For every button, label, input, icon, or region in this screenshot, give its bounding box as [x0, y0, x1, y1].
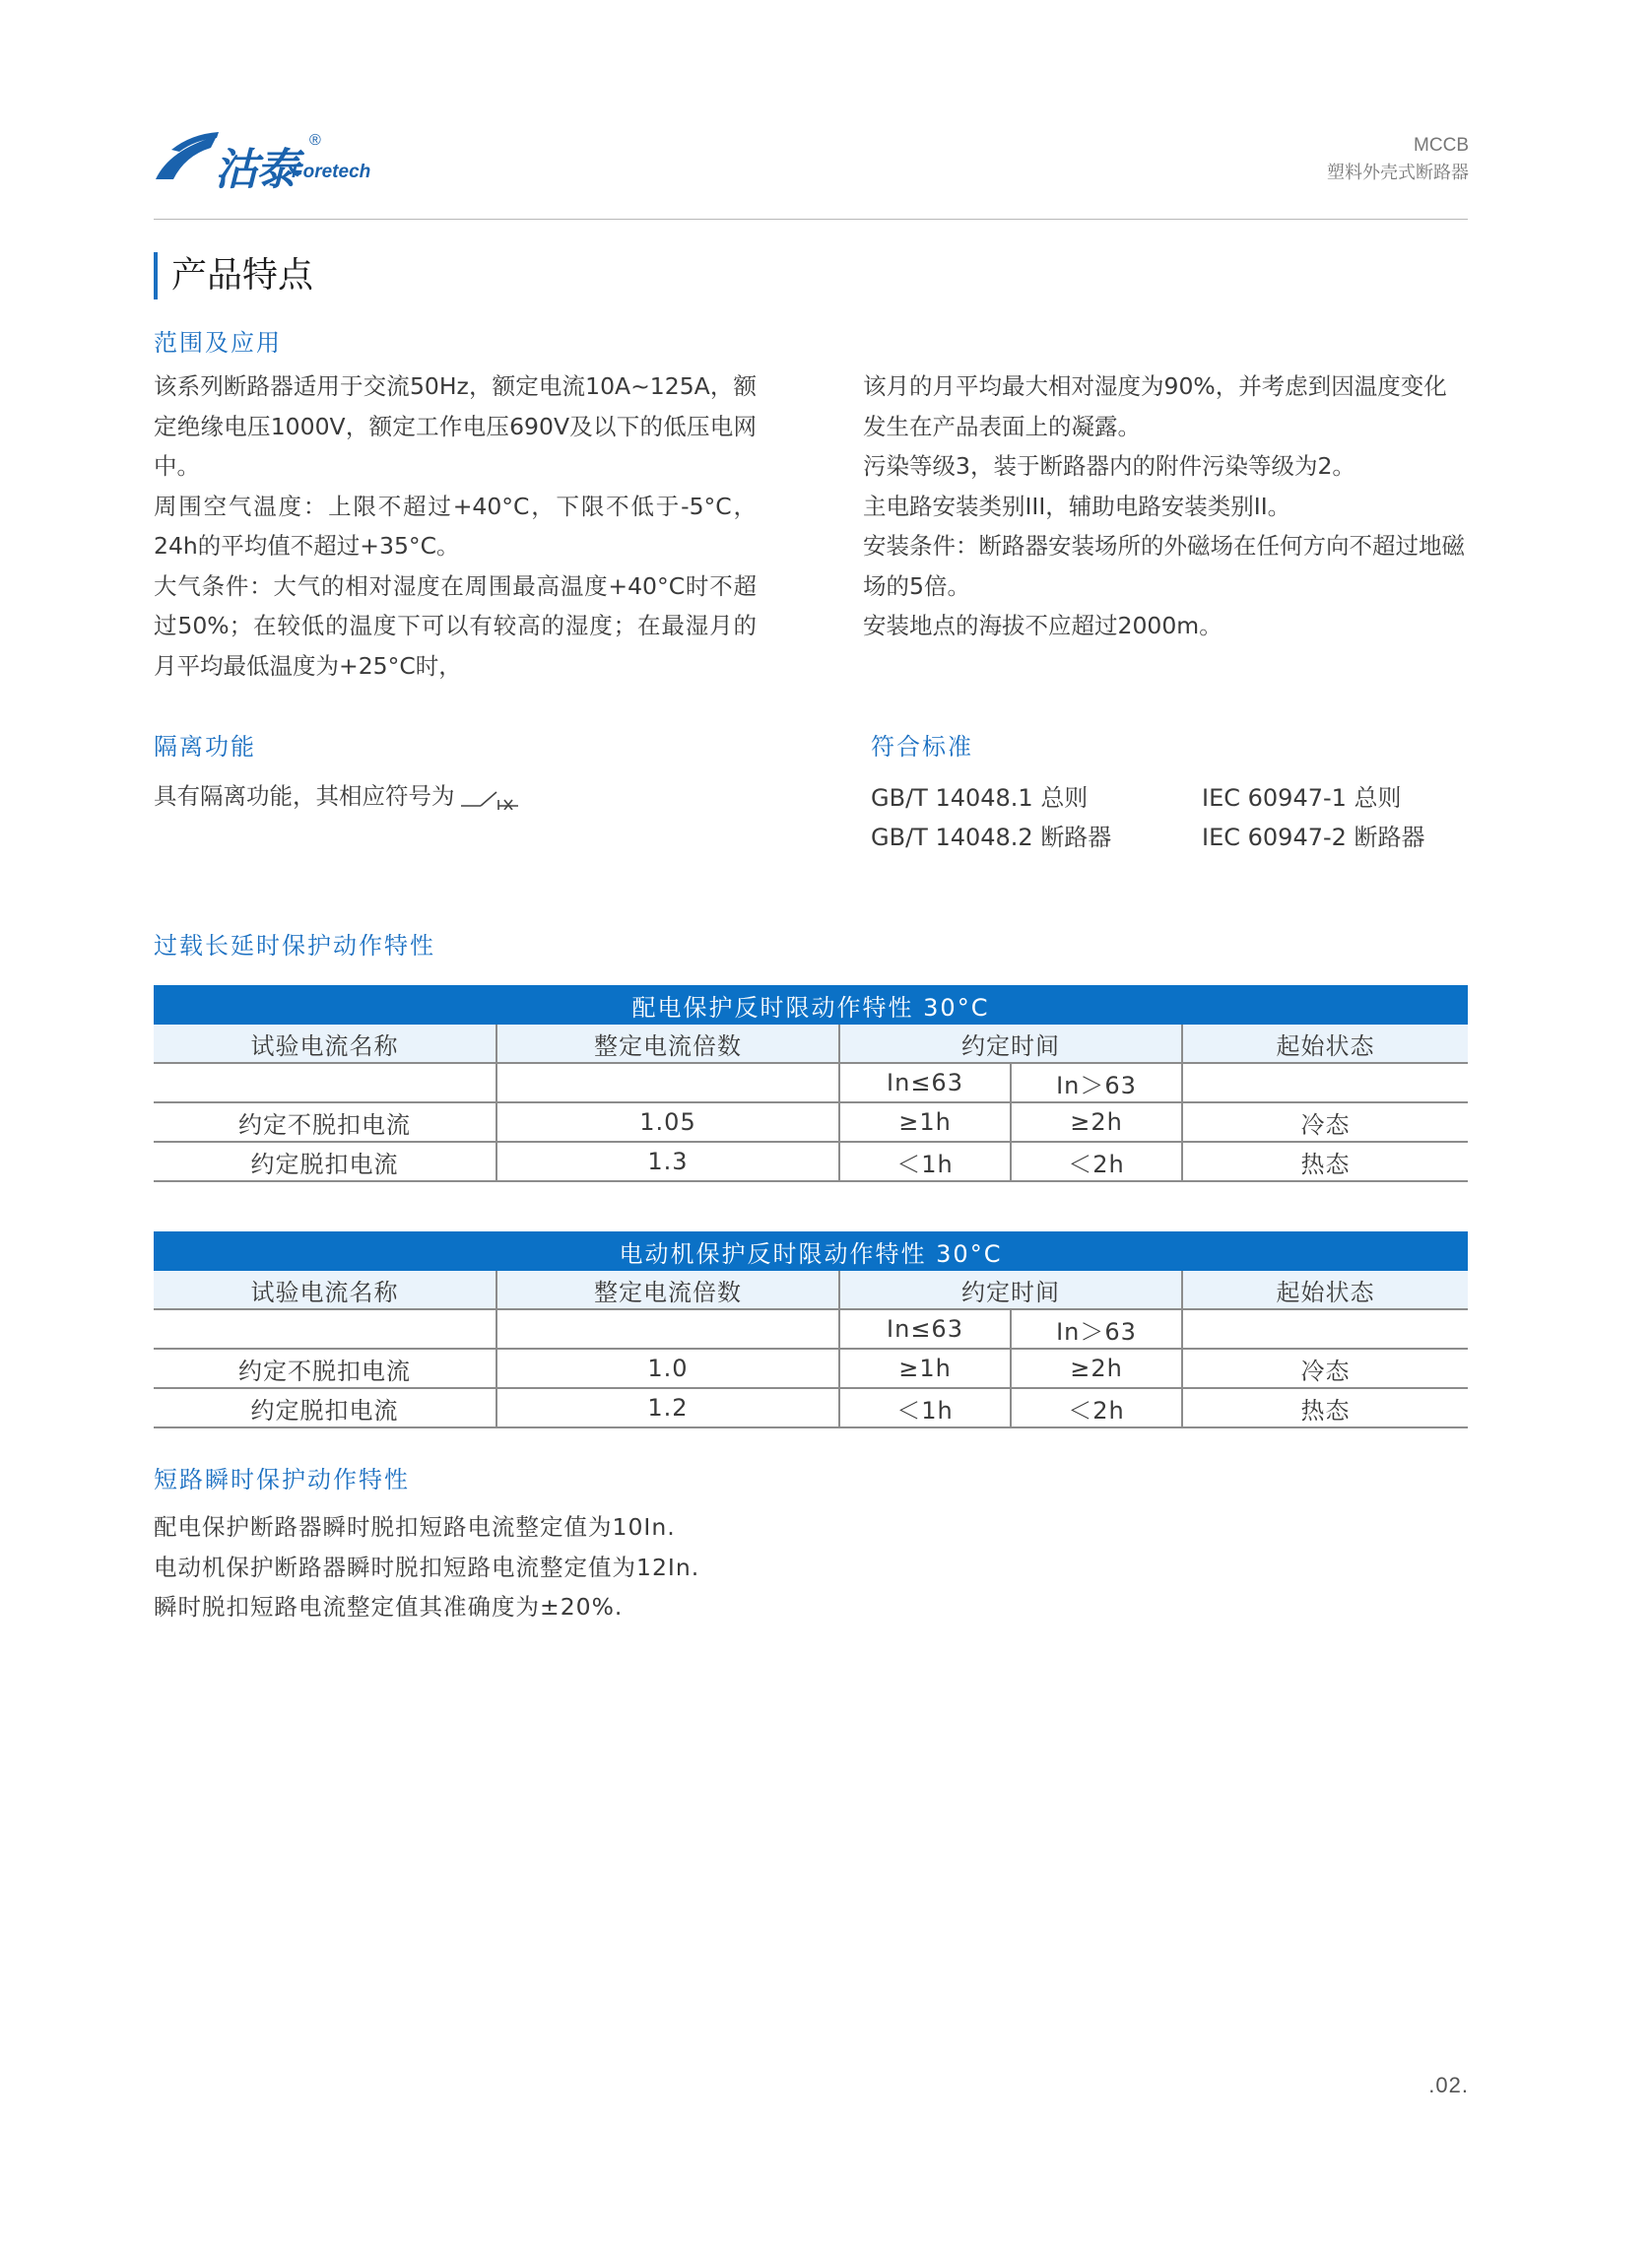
- column-header: 约定时间: [839, 1271, 1182, 1309]
- cell-state: 冷态: [1182, 1102, 1468, 1142]
- sub-header: In＞63: [1011, 1309, 1182, 1349]
- scope-left-column: [154, 366, 757, 686]
- column-header: 约定时间: [839, 1025, 1182, 1063]
- product-code: MCCB: [1414, 135, 1469, 156]
- table-caption: 配电保护反时限动作特性 30°C: [154, 985, 1468, 1025]
- section-heading-short-circuit: 短路瞬时保护动作特性: [154, 1466, 410, 1493]
- distribution-protection-table: [154, 985, 1468, 1182]
- table-row: [154, 1388, 1468, 1427]
- column-header: 试验电流名称: [154, 1271, 496, 1309]
- column-header: 整定电流倍数: [496, 1025, 839, 1063]
- short-circuit-line: 电动机保护断路器瞬时脱扣短路电流整定值为12In.: [154, 1553, 700, 1581]
- cell-state: 热态: [1182, 1388, 1468, 1427]
- cell-time-1: ＜1h: [839, 1388, 1011, 1427]
- isolation-symbol-icon: [459, 786, 520, 810]
- brand-name-en: Foretech: [292, 162, 371, 182]
- cell-time-1: ≥1h: [839, 1349, 1011, 1388]
- page-title: 产品特点: [154, 252, 313, 299]
- column-header: 起始状态: [1182, 1025, 1468, 1063]
- table-subheader-row: [154, 1063, 1468, 1102]
- cell-time-2: ＜2h: [1011, 1142, 1182, 1181]
- product-name: 塑料外壳式断路器: [1327, 163, 1469, 183]
- scope-right-column: [863, 366, 1468, 646]
- standard-iec: IEC 60947-1 总则: [1202, 784, 1402, 812]
- cell-multiple: 1.05: [496, 1102, 839, 1142]
- cell-state: 热态: [1182, 1142, 1468, 1181]
- scope-paragraph: 该月的月平均最大相对湿度为90%，并考虑到因温度变化发生在产品表面上的凝露。: [863, 372, 1447, 440]
- cell-time-2: ＜2h: [1011, 1388, 1182, 1427]
- scope-paragraph: 安装条件：断路器安装场所的外磁场在任何方向不超过地磁场的5倍。: [863, 532, 1465, 600]
- table-header-row: [154, 1271, 1468, 1309]
- scope-paragraph: 污染等级3，装于断路器内的附件污染等级为2。: [863, 452, 1355, 480]
- standards-list: [871, 778, 1425, 857]
- cell-multiple: 1.2: [496, 1388, 839, 1427]
- cell-time-1: ＜1h: [839, 1142, 1011, 1181]
- sub-header: In≤63: [839, 1309, 1011, 1349]
- short-circuit-line: 瞬时脱扣短路电流整定值其准确度为±20%.: [154, 1593, 624, 1621]
- cell-name: 约定脱扣电流: [154, 1388, 496, 1427]
- table-caption: 电动机保护反时限动作特性 30°C: [154, 1231, 1468, 1271]
- cell-name: 约定不脱扣电流: [154, 1349, 496, 1388]
- standard-iec: IEC 60947-2 断路器: [1202, 824, 1425, 851]
- header-divider: [154, 219, 1468, 220]
- column-header: 整定电流倍数: [496, 1271, 839, 1309]
- page-number: .02.: [1428, 2073, 1469, 2097]
- standard-gb: GB/T 14048.1 总则: [871, 784, 1089, 812]
- cell-name: 约定脱扣电流: [154, 1142, 496, 1181]
- brand-swoosh-icon: [152, 128, 221, 183]
- table-row: [154, 1142, 1468, 1181]
- short-circuit-text: [154, 1507, 1040, 1627]
- section-heading-scope: 范围及应用: [154, 329, 282, 357]
- cell-time-1: ≥1h: [839, 1102, 1011, 1142]
- isolation-text: [154, 776, 784, 817]
- motor-protection-table: [154, 1231, 1468, 1428]
- cell-multiple: 1.0: [496, 1349, 839, 1388]
- standard-row: [871, 778, 1425, 818]
- cell-time-2: ≥2h: [1011, 1349, 1182, 1388]
- scope-paragraph: 周围空气温度：上限不超过+40°C，下限不低于-5°C，24h的平均值不超过+35°C。: [154, 492, 757, 560]
- scope-paragraph: 主电路安装类别III，辅助电路安装类别II。: [863, 492, 1291, 520]
- section-heading-isolation: 隔离功能: [154, 733, 256, 761]
- brand-name-cn: 沽泰: [215, 145, 297, 195]
- registered-mark: ®: [309, 132, 321, 149]
- scope-paragraph: 安装地点的海拔不应超过2000m。: [863, 612, 1222, 639]
- cell-multiple: 1.3: [496, 1142, 839, 1181]
- brand-logo: [152, 128, 398, 195]
- sub-header: In＞63: [1011, 1063, 1182, 1102]
- table-subheader-row: [154, 1309, 1468, 1349]
- cell-name: 约定不脱扣电流: [154, 1102, 496, 1142]
- cell-time-2: ≥2h: [1011, 1102, 1182, 1142]
- column-header: 试验电流名称: [154, 1025, 496, 1063]
- cell-state: 冷态: [1182, 1349, 1468, 1388]
- scope-paragraph: 大气条件：大气的相对湿度在周围最高温度+40°C时不超过50%；在较低的温度下可以有较高的湿度；在最湿月的月平均最低温度为+25°C时，: [154, 571, 757, 680]
- standard-row: [871, 818, 1425, 857]
- column-header: 起始状态: [1182, 1271, 1468, 1309]
- section-heading-standards: 符合标准: [871, 733, 973, 761]
- sub-header: In≤63: [839, 1063, 1011, 1102]
- table-header-row: [154, 1025, 1468, 1063]
- isolation-description: 具有隔离功能，其相应符号为: [154, 782, 455, 810]
- scope-paragraph: 该系列断路器适用于交流50Hz，额定电流10A~125A，额定绝缘电压1000V，额定工作电压690V及以下的低压电网中。: [154, 372, 757, 480]
- standard-gb: GB/T 14048.2 断路器: [871, 824, 1112, 851]
- short-circuit-line: 配电保护断路器瞬时脱扣短路电流整定值为10In.: [154, 1513, 676, 1541]
- table-row: [154, 1349, 1468, 1388]
- section-heading-overload: 过载长延时保护动作特性: [154, 932, 435, 960]
- header-product-info: [1327, 132, 1469, 187]
- table-row: [154, 1102, 1468, 1142]
